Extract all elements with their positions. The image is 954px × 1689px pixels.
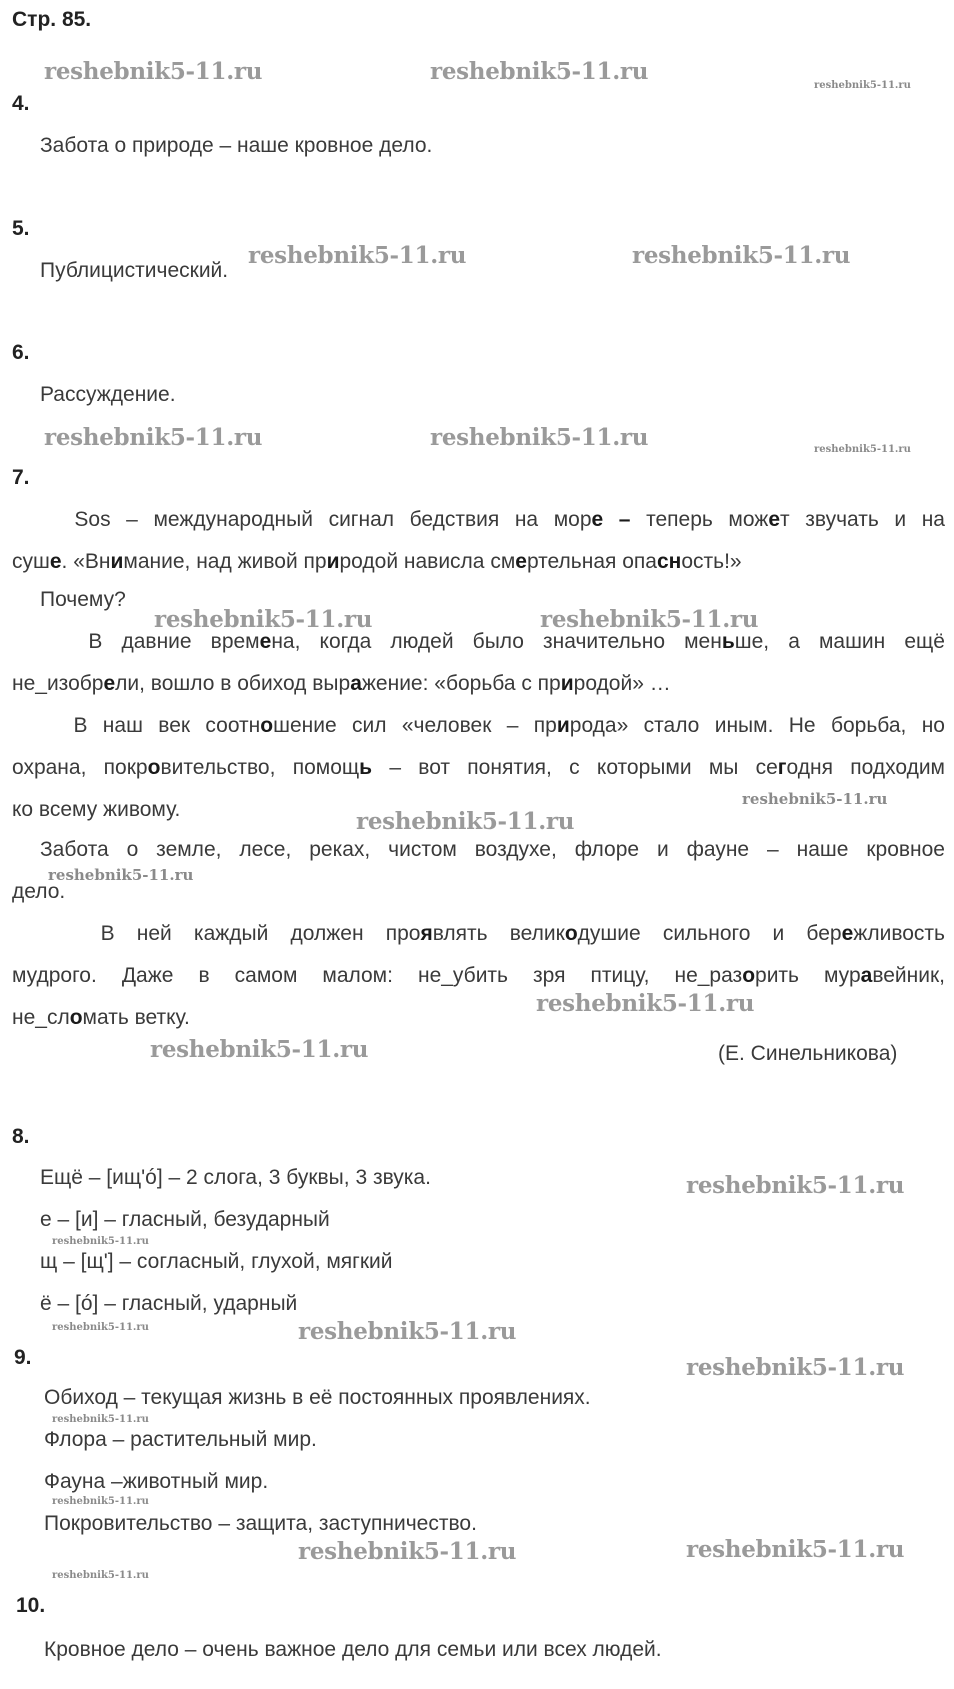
watermark-small: reshebnik5-11.ru <box>52 1236 149 1247</box>
text-line: не_сломать ветку. <box>12 1006 190 1029</box>
text-line: охрана, покровительство, помощь – вот понятия, с которыми мы сегодня подходим <box>12 756 945 779</box>
watermark: reshebnik5-11.ru <box>686 1354 905 1381</box>
text-line: ко всему живому. <box>12 798 181 821</box>
task-7-author: (Е. Синельникова) <box>718 1042 898 1065</box>
text-line: суше. «Внимание, над живой природой нависла смертельная опасность!» <box>12 550 742 573</box>
task-number-9: 9. <box>14 1346 32 1369</box>
watermark-small: reshebnik5-11.ru <box>52 1570 149 1581</box>
watermark: reshebnik5-11.ru <box>44 58 263 85</box>
task-number-7: 7. <box>12 466 30 489</box>
task-number-8: 8. <box>12 1125 30 1148</box>
text-line: мудрого. Даже в самом малом: не_убить зря птицу, не_разорить муравейник, <box>12 964 945 987</box>
task-7-paragraph-2 <box>12 622 945 706</box>
watermark-small: reshebnik5-11.ru <box>48 866 194 884</box>
watermark: reshebnik5-11.ru <box>298 1318 517 1345</box>
task-5-answer: Публицистический. <box>40 259 229 282</box>
watermark: reshebnik5-11.ru <box>536 990 755 1017</box>
task-8-line-3: щ – [щ'] – согласный, глухой, мягкий <box>40 1250 393 1273</box>
task-7-paragraph-5 <box>12 914 945 1040</box>
text-line: В давние времена, когда людей было значительно меньше, а машин ещё <box>88 630 945 653</box>
task-8-line-4: ё – [ó] – гласный, ударный <box>40 1292 298 1315</box>
watermark: reshebnik5-11.ru <box>632 242 851 269</box>
watermark: reshebnik5-11.ru <box>540 606 759 633</box>
watermark-small: reshebnik5-11.ru <box>52 1496 149 1507</box>
text-line: В ней каждый должен проявлять великодушие сильного и бережливость <box>100 922 945 945</box>
text-line: Sos – международный сигнал бедствия на море – теперь может звучать и на <box>74 508 945 531</box>
watermark: reshebnik5-11.ru <box>430 424 649 451</box>
page-number: Стр. 85. <box>12 8 92 31</box>
text-line: В наш век соотношение сил «человек – природа» стало иным. Не борьба, но <box>73 714 945 737</box>
task-number-6: 6. <box>12 341 30 364</box>
watermark-small: reshebnik5-11.ru <box>814 444 911 455</box>
task-9-line-3: Фауна –животный мир. <box>44 1470 269 1493</box>
watermark-small: reshebnik5-11.ru <box>52 1414 149 1425</box>
watermark: reshebnik5-11.ru <box>248 242 467 269</box>
watermark: reshebnik5-11.ru <box>154 606 373 633</box>
task-number-5: 5. <box>12 217 30 240</box>
watermark: reshebnik5-11.ru <box>44 424 263 451</box>
watermark-small: reshebnik5-11.ru <box>814 80 911 91</box>
task-7-paragraph-1 <box>12 500 945 584</box>
task-number-4: 4. <box>12 92 30 115</box>
task-number-10: 10. <box>16 1594 46 1617</box>
task-9-line-1: Обиход – текущая жизнь в её постоянных проявлениях. <box>44 1386 591 1409</box>
watermark: reshebnik5-11.ru <box>686 1536 905 1563</box>
text-line: не_изобрели, вошло в обиход выражение: «борьба с природой» … <box>12 672 671 695</box>
text-line: Забота о земле, лесе, реках, чистом воздухе, флоре и фауне – наше кровное <box>40 838 945 861</box>
task-8-line-2: е – [и] – гласный, безударный <box>40 1208 330 1231</box>
task-9-line-4: Покровительство – защита, заступничество. <box>44 1512 477 1535</box>
watermark: reshebnik5-11.ru <box>686 1172 905 1199</box>
watermark-small: reshebnik5-11.ru <box>52 1322 149 1333</box>
task-10-answer: Кровное дело – очень важное дело для семьи или всех людей. <box>44 1638 662 1661</box>
watermark: reshebnik5-11.ru <box>150 1036 369 1063</box>
watermark: reshebnik5-11.ru <box>430 58 649 85</box>
task-7-question: Почему? <box>40 588 126 611</box>
watermark: reshebnik5-11.ru <box>356 808 575 835</box>
task-8-line-1: Ещё – [ищ'ó] – 2 слога, 3 буквы, 3 звука. <box>40 1166 431 1189</box>
task-9-line-2: Флора – растительный мир. <box>44 1428 317 1451</box>
watermark-small: reshebnik5-11.ru <box>742 790 888 808</box>
task-4-answer: Забота о природе – наше кровное дело. <box>40 134 433 157</box>
watermark: reshebnik5-11.ru <box>298 1538 517 1565</box>
text-line: дело. <box>12 880 66 903</box>
task-6-answer: Рассуждение. <box>40 383 176 406</box>
